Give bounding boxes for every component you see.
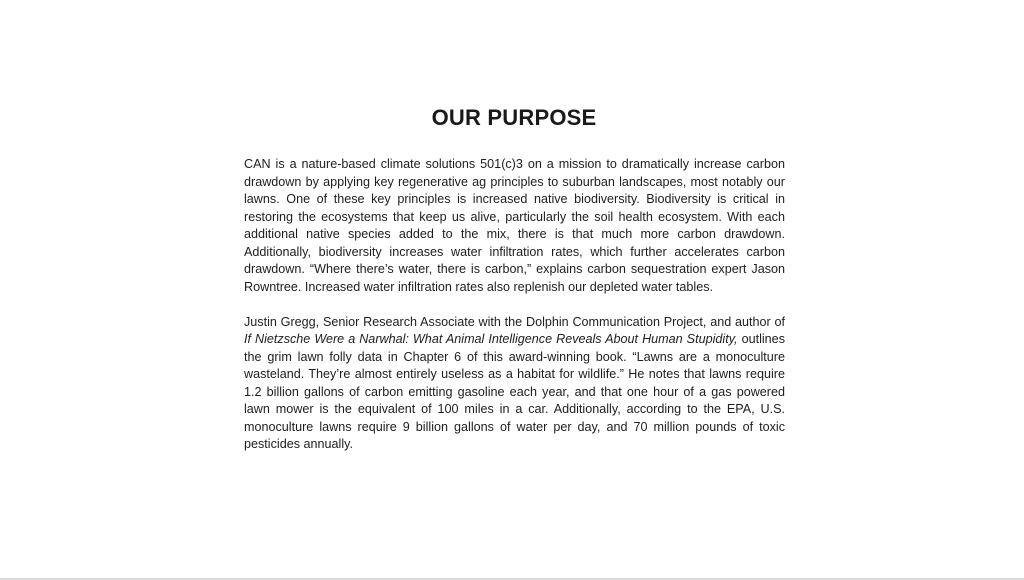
paragraph-2-rest: outlines the grim lawn folly data in Chapter 6 of this award-winning book. “Lawns are a monoculture wasteland. They’re almost entirely useless as a habitat for wildlife.” He notes that lawns require 1.2 billion gallons of carbon emitting gasoline each year, and that one hour of a gas powered lawn mower is the equivalent of 100 miles in a car. Additionally, according to the EPA, U.S. monoculture lawns require 9 billion gallons of water per day, and 70 million pounds of toxic pesticides annually. xyxy=(244,332,785,451)
section-title: OUR PURPOSE xyxy=(431,105,597,130)
purpose-body xyxy=(244,156,785,454)
purpose-paragraph-1: CAN is a nature-based climate solutions 501(c)3 on a mission to dramatically increase carbon drawdown by applying key regenerative ag principles to suburban landscapes, most notably our lawns. One of these key principles is increased native biodiversity. Biodiversity is critical in restoring the ecosystems that keep us alive, particularly the soil health ecosystem. With each additional native species added to the mix, there is that much more carbon drawdown. Additionally, biodiversity increases water infiltration rates, which further accelerates carbon drawdown. “Where there’s water, there is carbon,” explains carbon sequestration expert Jason Rowntree. Increased water infiltration rates also replenish our depleted water tables. xyxy=(244,157,785,294)
book-title: If Nietzsche Were a Narwhal: What Animal Intelligence Reveals About Human Stupidity, xyxy=(244,332,738,346)
purpose-paragraph-2 xyxy=(244,314,785,454)
paragraph-2-intro: Justin Gregg, Senior Research Associate with the Dolphin Communication Project, and author of xyxy=(244,314,785,329)
